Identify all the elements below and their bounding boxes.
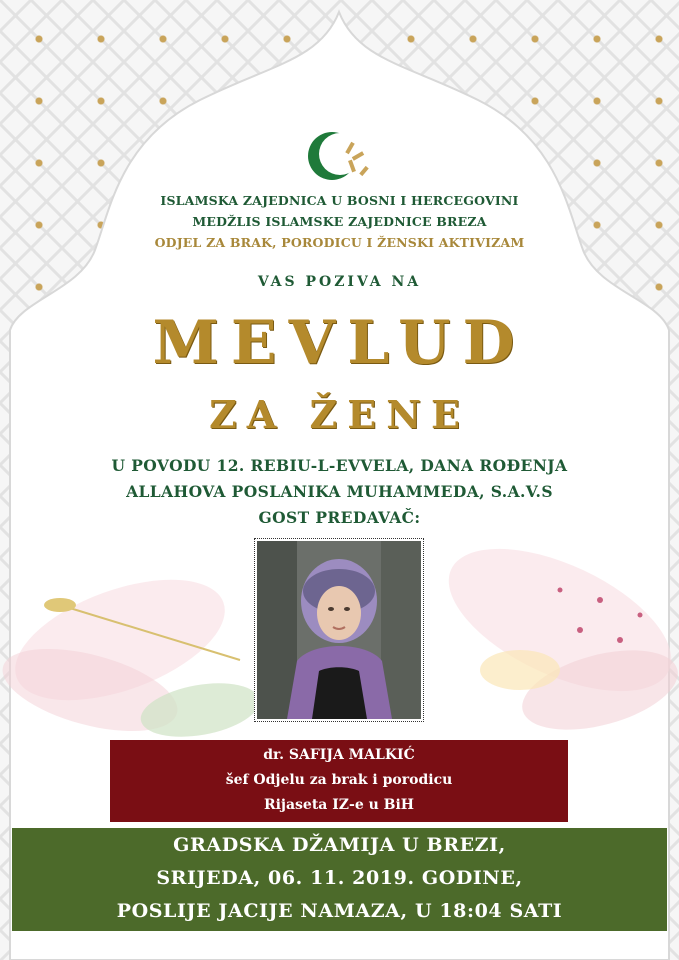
speaker-photo-frame <box>254 538 424 722</box>
occasion-line-2: ALLAHOVA POSLANIKA MUHAMMEDA, S.A.V.S <box>126 482 553 501</box>
speaker-institution: Rijaseta IZ-e u BiH <box>263 797 415 813</box>
event-subtitle: ZA ŽENE <box>209 392 470 437</box>
occasion-line-1: U POVODU 12. REBIU-L-EVVELA, DANA ROĐENJA <box>111 456 568 475</box>
speaker-role: šef Odjelu za brak i porodicu <box>225 772 453 788</box>
crescent-moon-logo-icon <box>308 128 378 184</box>
occasion-line-3: GOST PREDAVAČ: <box>258 508 421 527</box>
speaker-info-box <box>110 740 568 822</box>
speaker-portrait-photo <box>257 541 421 719</box>
org-line-2: MEDŽLIS ISLAMSKE ZAJEDNICE BREZA <box>192 214 487 229</box>
speaker-name: dr. SAFIJA MALKIĆ <box>263 747 415 763</box>
invite-text: VAS POZIVA NA <box>257 274 422 290</box>
org-line-3: ODJEL ZA BRAK, PORODICU I ŽENSKI AKTIVIZAM <box>154 235 525 250</box>
event-title: MEVLUD <box>152 308 527 378</box>
event-date: SRIJEDA, 06. 11. 2019. GODINE, <box>156 867 523 889</box>
event-time: POSLIJE JACIJE NAMAZA, U 18:04 SATI <box>116 900 563 922</box>
event-venue: GRADSKA DŽAMIJA U BREZI, <box>173 834 506 856</box>
org-line-1: ISLAMSKA ZAJEDNICA U BOSNI I HERCEGOVINI <box>160 193 519 208</box>
event-details-box <box>12 828 667 931</box>
